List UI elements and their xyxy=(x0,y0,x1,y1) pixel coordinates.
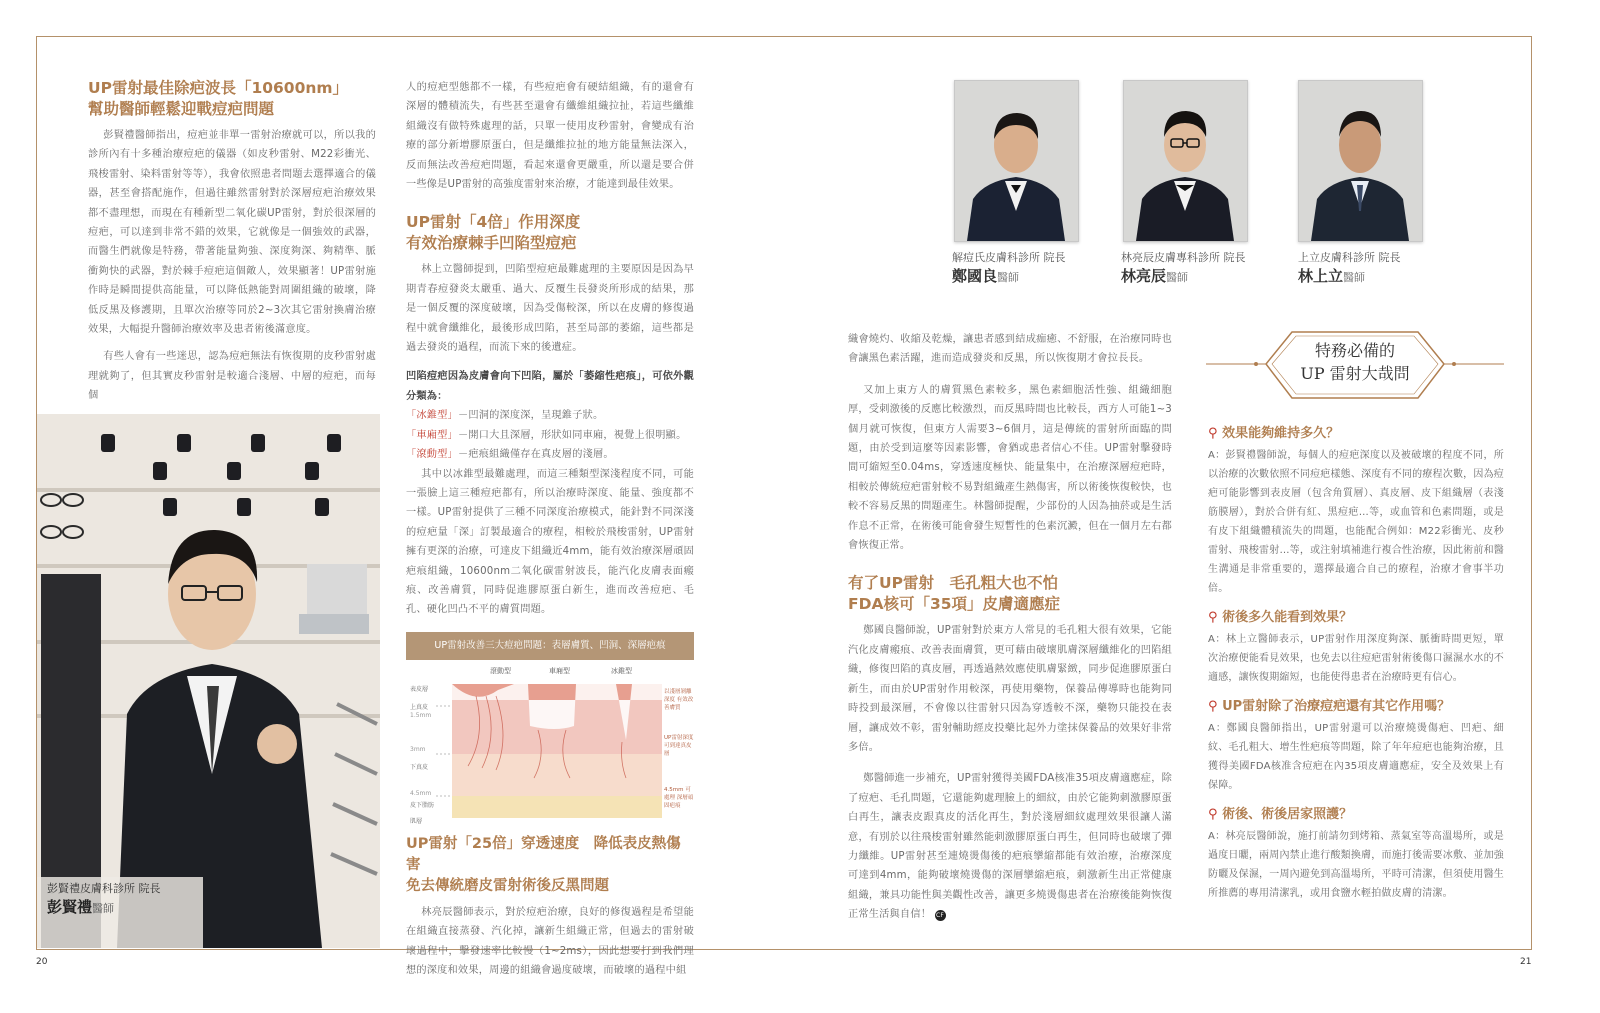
paragraph: 林亮辰醫師表示，對於痘疤治療，良好的修復過程是希望能在組織直接蒸發、汽化掉，讓新生組織正常，但過去的雷射破壞過程中，擊發速率比較慢（1~2ms），因此想要打到我們理想的深度和效果，周邊的組織會過度破壞，而破壞的過程中組 xyxy=(406,906,694,976)
doctor-title: 上立皮膚科診所 院長 xyxy=(1298,251,1401,264)
portrait-svg xyxy=(1299,81,1422,241)
paragraph xyxy=(848,769,1172,924)
type-name: 「冰錐型」 xyxy=(406,410,458,422)
answer: A：林亮辰醫師說，施打前請勿到烤箱、蒸氣室等高溫場所，或是過度日曬，兩周內禁止進行酸類換膚，而施打後需要冰敷、並加強防曬及保濕，一周內避免到高溫場所，平時可清潔，但須使用醫生所推薦的專用清潔乳，或用食鹽水輕拍做皮膚的清潔。 xyxy=(1208,831,1504,899)
depth-label: 4.5mm xyxy=(410,789,432,797)
section-heading-4x xyxy=(406,212,694,254)
scar-diagram-svg xyxy=(406,666,694,826)
question xyxy=(1208,697,1504,717)
portrait-svg xyxy=(1124,81,1247,241)
doctor-name-line xyxy=(952,266,1112,288)
doctor-name: 彭賢禮 xyxy=(47,898,93,916)
qa-column xyxy=(1208,414,1504,903)
photo-caption-peng xyxy=(47,880,217,919)
caption-zheng xyxy=(952,250,1112,288)
answer: A：鄭國良醫師指出，UP雷射還可以治療燒燙傷疤、凹疤、細紋、毛孔粗大、增生性疤痕等問題，除了年年痘疤也能夠治療，且獲得美國FDA核准含痘疤在內35項皮膚適應症，安全及效果上有保障。 xyxy=(1208,723,1504,791)
doctor-suffix: 醫師 xyxy=(997,271,1020,284)
qa-item xyxy=(1208,424,1504,598)
type-desc: －凹洞的深度深，呈現錐子狀。 xyxy=(457,410,604,422)
qa-item xyxy=(1208,697,1504,795)
section-heading-25x xyxy=(406,834,694,897)
article-column-3 xyxy=(848,330,1172,925)
heading-line-2: 有效治療棘手凹陷型痘疤 xyxy=(406,234,577,253)
end-mark-icon: CF xyxy=(936,912,945,920)
section-heading-35 xyxy=(848,573,1172,615)
doctor-name: 林亮辰 xyxy=(1121,267,1167,285)
heading-line-1: 有了UP雷射 毛孔粗大也不怕 xyxy=(848,574,1058,593)
heading-line-1: UP雷射最佳除疤波長「10600nm」 xyxy=(88,79,349,97)
layer-label: 肌層 xyxy=(410,817,423,825)
type-item xyxy=(406,426,694,445)
figure-note: UP雷射深度 可到達真皮層 xyxy=(664,734,694,757)
paragraph: 有些人會有一些迷思，認為痘疤無法有恢復期的皮秒雷射處理就夠了，但其實皮秒雷射是較適合淺層、中層的痘疤，而每個 xyxy=(88,351,376,402)
paragraph: 彭賢禮醫師指出，痘疤並非單一雷射治療就可以，所以我的診所內有十多種治療痘疤的儀器（如皮秒雷射、M22彩衝光、飛梭雷射、染料雷射等等），我會依照患者問題去選擇適合的儀器，甚至會搭配施作，但過往雖然雷射對於深層痘疤治療效果都不盡理想，而現在有種新型二氧化碳UP雷射，對於很深層的痘疤，可以達到非常不錯的效果，它就像是一個強效的武器，而醫生們就像是特務，帶著能量夠強、深度夠深、夠精準、脈衝夠快的武器，對於棘手痘疤這個敵人，效果顯著！UP雷射施作時是瞬間提供高能量，可以降低熱能對周圍組織的破壞，降低反黑及修護期，且單次治療等同於2~3次其它雷射換膚治療效果，大幅提升醫師治療效率及患者術後滿意度。 xyxy=(88,130,376,336)
doctor-name: 林上立 xyxy=(1298,267,1344,285)
doctor-photo-lin-shangli xyxy=(1298,80,1423,242)
paragraph: 其中以冰錐型最難處理，而這三種類型深淺程度不同，可能一張臉上這三種痘疤都有，所以治療時深度、能量、強度都不一樣。UP雷射提供了三種不同深度治療模式，能針對不同深淺的痘疤量「深」訂製最適合的療程，相較於飛梭雷射，UP雷射擁有更深的治療，可達皮下組織近4mm，能有效治療深層頑固疤痕組織，10600nm二氧化碳雷射波長，能汽化皮膚表面瘢痕、改善膚質，同時促進膠原蛋白新生，進而改善痘疤、毛孔、硬化凹凸不平的膚質問題。 xyxy=(406,468,694,616)
heading-line-2: 免去傳統磨皮雷射術後反黑問題 xyxy=(406,877,609,894)
page-number-right: 21 xyxy=(1520,957,1532,967)
question-icon: ⚲ xyxy=(1208,807,1218,822)
figure-note: 以淺層剝離深度 有效改善膚質 xyxy=(664,688,694,711)
article-column-1 xyxy=(88,78,376,406)
question-text: 效果能夠維持多久？ xyxy=(1222,426,1340,441)
layer-label: 下真皮 xyxy=(410,763,429,771)
doctor-suffix: 醫師 xyxy=(1166,271,1189,284)
section-heading-10600nm xyxy=(88,78,376,120)
type-name: 「滾動型」 xyxy=(406,449,458,461)
figure-note: 4.5mm 可處理 深層頑固疤痕 xyxy=(664,786,694,809)
depth-label: 1.5mm xyxy=(410,711,432,719)
scar-diagram xyxy=(406,666,694,826)
heading-line-1: UP雷射「4倍」作用深度 xyxy=(406,213,581,232)
doctor-suffix: 醫師 xyxy=(92,902,115,915)
doctor-photo-lin-liangchen xyxy=(1123,80,1248,242)
heading-line-2: FDA核可「35項」皮膚適應症 xyxy=(848,595,1061,614)
badge-line-1: 特務必備的 xyxy=(1314,341,1395,360)
article-column-2 xyxy=(406,78,694,980)
paragraph: 鄭國良醫師說，UP雷射對於東方人常見的毛孔粗大很有效果，它能汽化皮膚瘢痕、改善表面膚質，更可藉由破壞肌膚深層纖維化的凹陷組織，修復凹陷的真皮層，再透過熱效應使肌膚緊緻，同步促進膠原蛋白新生，而由於UP雷射作用較深，再使用藥物，保養品傳導時也能夠同時投到最深層，不會像以往雷射只因為穿透較不深，藥物只能投在表層，讓成效不彰，雷射輔助經皮投藥比起外力塗抹保養品的效果好非常多倍。 xyxy=(848,625,1172,753)
type-item xyxy=(406,406,694,425)
qa-item xyxy=(1208,805,1504,903)
layer-label: 上真皮 xyxy=(410,703,429,711)
types-intro: 凹陷痘疤因為皮膚會向下凹陷，屬於「萎縮性疤痕」，可依外觀分類為： xyxy=(406,371,694,402)
doctor-name-line xyxy=(1121,266,1281,288)
doctor-name-line xyxy=(47,897,217,919)
answer: A：彭賢禮醫師說，每個人的痘疤深度以及被破壞的程度不同，所以治療的次數依照不同痘疤樣態、深度有不同的療程次數，因為痘疤可能影響到表皮層（包含角質層）、真皮層、皮下組織層（表淺筋膜層），對於合併有紅、黑痘疤…等，或血管和色素問題，或是有皮下組織體積流失的問題，也能配合例如：M22彩衝光、皮秒雷射、飛梭雷射…等，或注射填補進行複合性治療，因此術前和醫生溝通是非常重要的，選擇最適合自己的療程，治療才會事半功倍。 xyxy=(1208,450,1504,594)
heading-line-1: UP雷射「25倍」穿透速度 降低表皮熱傷害 xyxy=(406,835,681,873)
depth-label: 3mm xyxy=(410,745,426,753)
qa-item xyxy=(1208,608,1504,687)
type-item xyxy=(406,445,694,464)
paragraph: 又加上東方人的膚質黑色素較多，黑色素細胞活性強、組織細胞厚，受刺激後的反應比較激烈，而反黑時間也比較長，西方人可能1~3個月就可恢復，但東方人需要3~6個月，這是傳統的雷射所面臨的問題，由於受到這麼等因素影響，會猶或患者信心不佳。UP雷射擊發時間可縮短至0.04ms，穿透速度極快、能量集中，在治療深層痘疤時，相較於傳統痘疤雷射較不易對組織產生熱傷害，所以術後恢復較快，也較不容易反黑的問題產生。林醫師提醒，少部份的人因為抽菸或是生活作息不正常，在術後可能會發生短暫性的色素沉澱，但在一個月左右都會恢復正常。 xyxy=(848,384,1172,552)
portrait-svg xyxy=(955,81,1078,241)
paragraph: 織會燒灼、收縮及乾燥，讓患者感到結成痂癒、不舒服，在治療同時也會讓黑色素活躍，進而造成發炎和反黑，所以恢復期才會拉長長。 xyxy=(848,334,1172,365)
figure-title: UP雷射改善三大痘疤問題：表層膚質、凹洞、深層疤痕 xyxy=(406,632,694,660)
figure-label-boxcar: 車廂型 xyxy=(549,666,570,675)
type-desc: －開口大且深層，形狀如同車廂，視覺上很明顯。 xyxy=(457,429,687,441)
doctor-photo-zheng xyxy=(954,80,1079,242)
paragraph: 人的痘疤型態都不一樣，有些痘疤會有硬結組織，有的還會有深層的體積流失，有些甚至還會有纖維組織拉扯，若這些纖維組織沒有做特殊處理的話，只單一使用皮秒雷射，會變成有治療的部分新增膠原蛋白，但是纖維拉扯的地方能量無法深入，反而無法改善痘疤問題，看起來還會更嚴重，所以還是要合併一些像是UP雷射的高強度雷射來治療，才能達到最佳效果。 xyxy=(406,82,694,191)
question-icon: ⚲ xyxy=(1208,699,1218,714)
figure-label-icepick: 冰錐型 xyxy=(611,666,632,675)
qa-badge xyxy=(1206,324,1504,420)
layer-label: 表皮層 xyxy=(410,685,429,693)
question-icon: ⚲ xyxy=(1208,426,1218,441)
caption-lin-shangli xyxy=(1298,250,1458,288)
page-number-left: 20 xyxy=(36,957,48,967)
doctor-name: 鄭國良 xyxy=(952,267,998,285)
type-name: 「車廂型」 xyxy=(406,429,458,441)
doctor-suffix: 醫師 xyxy=(1343,271,1366,284)
doctor-name-line xyxy=(1298,266,1458,288)
question xyxy=(1208,608,1504,628)
paragraph: 林上立醫師提到，凹陷型痘疤最難處理的主要原因是因為早期青春痘發炎太嚴重、過大、反覆生長發炎所形成的結果，那是一個反覆的深度破壞，因為受傷較深，所以在皮膚的修復過程中就會纖維化，最後形成凹陷，甚至局部的萎縮，這些都是過去發炎的過程，而流下來的後遺症。 xyxy=(406,264,694,354)
paragraph-text: 鄭醫師進一步補充，UP雷射獲得美國FDA核准35項皮膚適應症，除了痘疤、毛孔問題，它還能夠處理臉上的細紋，由於它能夠刺激膠原蛋白再生，讓表皮跟真皮的活化再生，對於淺層細紋處理效果很讓人滿意，有別於以往飛梭雷射雖然能刺激膠原蛋白再生，但同時也破壞了彈力纖維。UP雷射甚至連燒燙傷後的疤痕攣縮都能有效治療，治療深度可達到4mm，能夠破壞燒燙傷的深層攣縮疤痕，刺激新生出正常健康組織，兼具功能性與美觀性改善，讓更多燒燙傷患者在治療後能夠恢復正常生活與自信！ xyxy=(848,773,1172,921)
doctor-title: 林亮辰皮膚專科診所 院長 xyxy=(1121,251,1246,264)
figure-label-rolling: 滾動型 xyxy=(490,666,511,675)
question-text: UP雷射除了治療痘疤還有其它作用嗎？ xyxy=(1222,699,1451,714)
type-desc: －疤痕組織僅存在真皮層的淺層。 xyxy=(457,449,614,461)
badge-line-2: UP 雷射大哉問 xyxy=(1300,364,1410,383)
doctor-title: 彭賢禮皮膚科診所 院長 xyxy=(47,882,161,895)
question xyxy=(1208,805,1504,825)
question xyxy=(1208,424,1504,444)
heading-line-2: 幫助醫師輕鬆迎戰痘疤問題 xyxy=(88,100,275,118)
layer-label: 皮下脂肪 xyxy=(410,801,435,809)
answer: A：林上立醫師表示，UP雷射作用深度夠深、脈衝時間更短，單次治療便能看見效果，也免去以往痘疤雷射術後傷口濕濕水水的不適感，讓恢復期縮短，也能使得患者在治療時更有信心。 xyxy=(1208,634,1504,683)
question-icon: ⚲ xyxy=(1208,610,1218,625)
photo-illustration xyxy=(37,414,380,948)
question-text: 術後、術後居家照護？ xyxy=(1222,807,1353,822)
caption-lin-liangchen xyxy=(1121,250,1281,288)
doctor-photo-peng xyxy=(37,414,380,948)
doctor-title: 解痘氏皮膚科診所 院長 xyxy=(952,251,1066,264)
question-text: 術後多久能看到效果？ xyxy=(1222,610,1353,625)
